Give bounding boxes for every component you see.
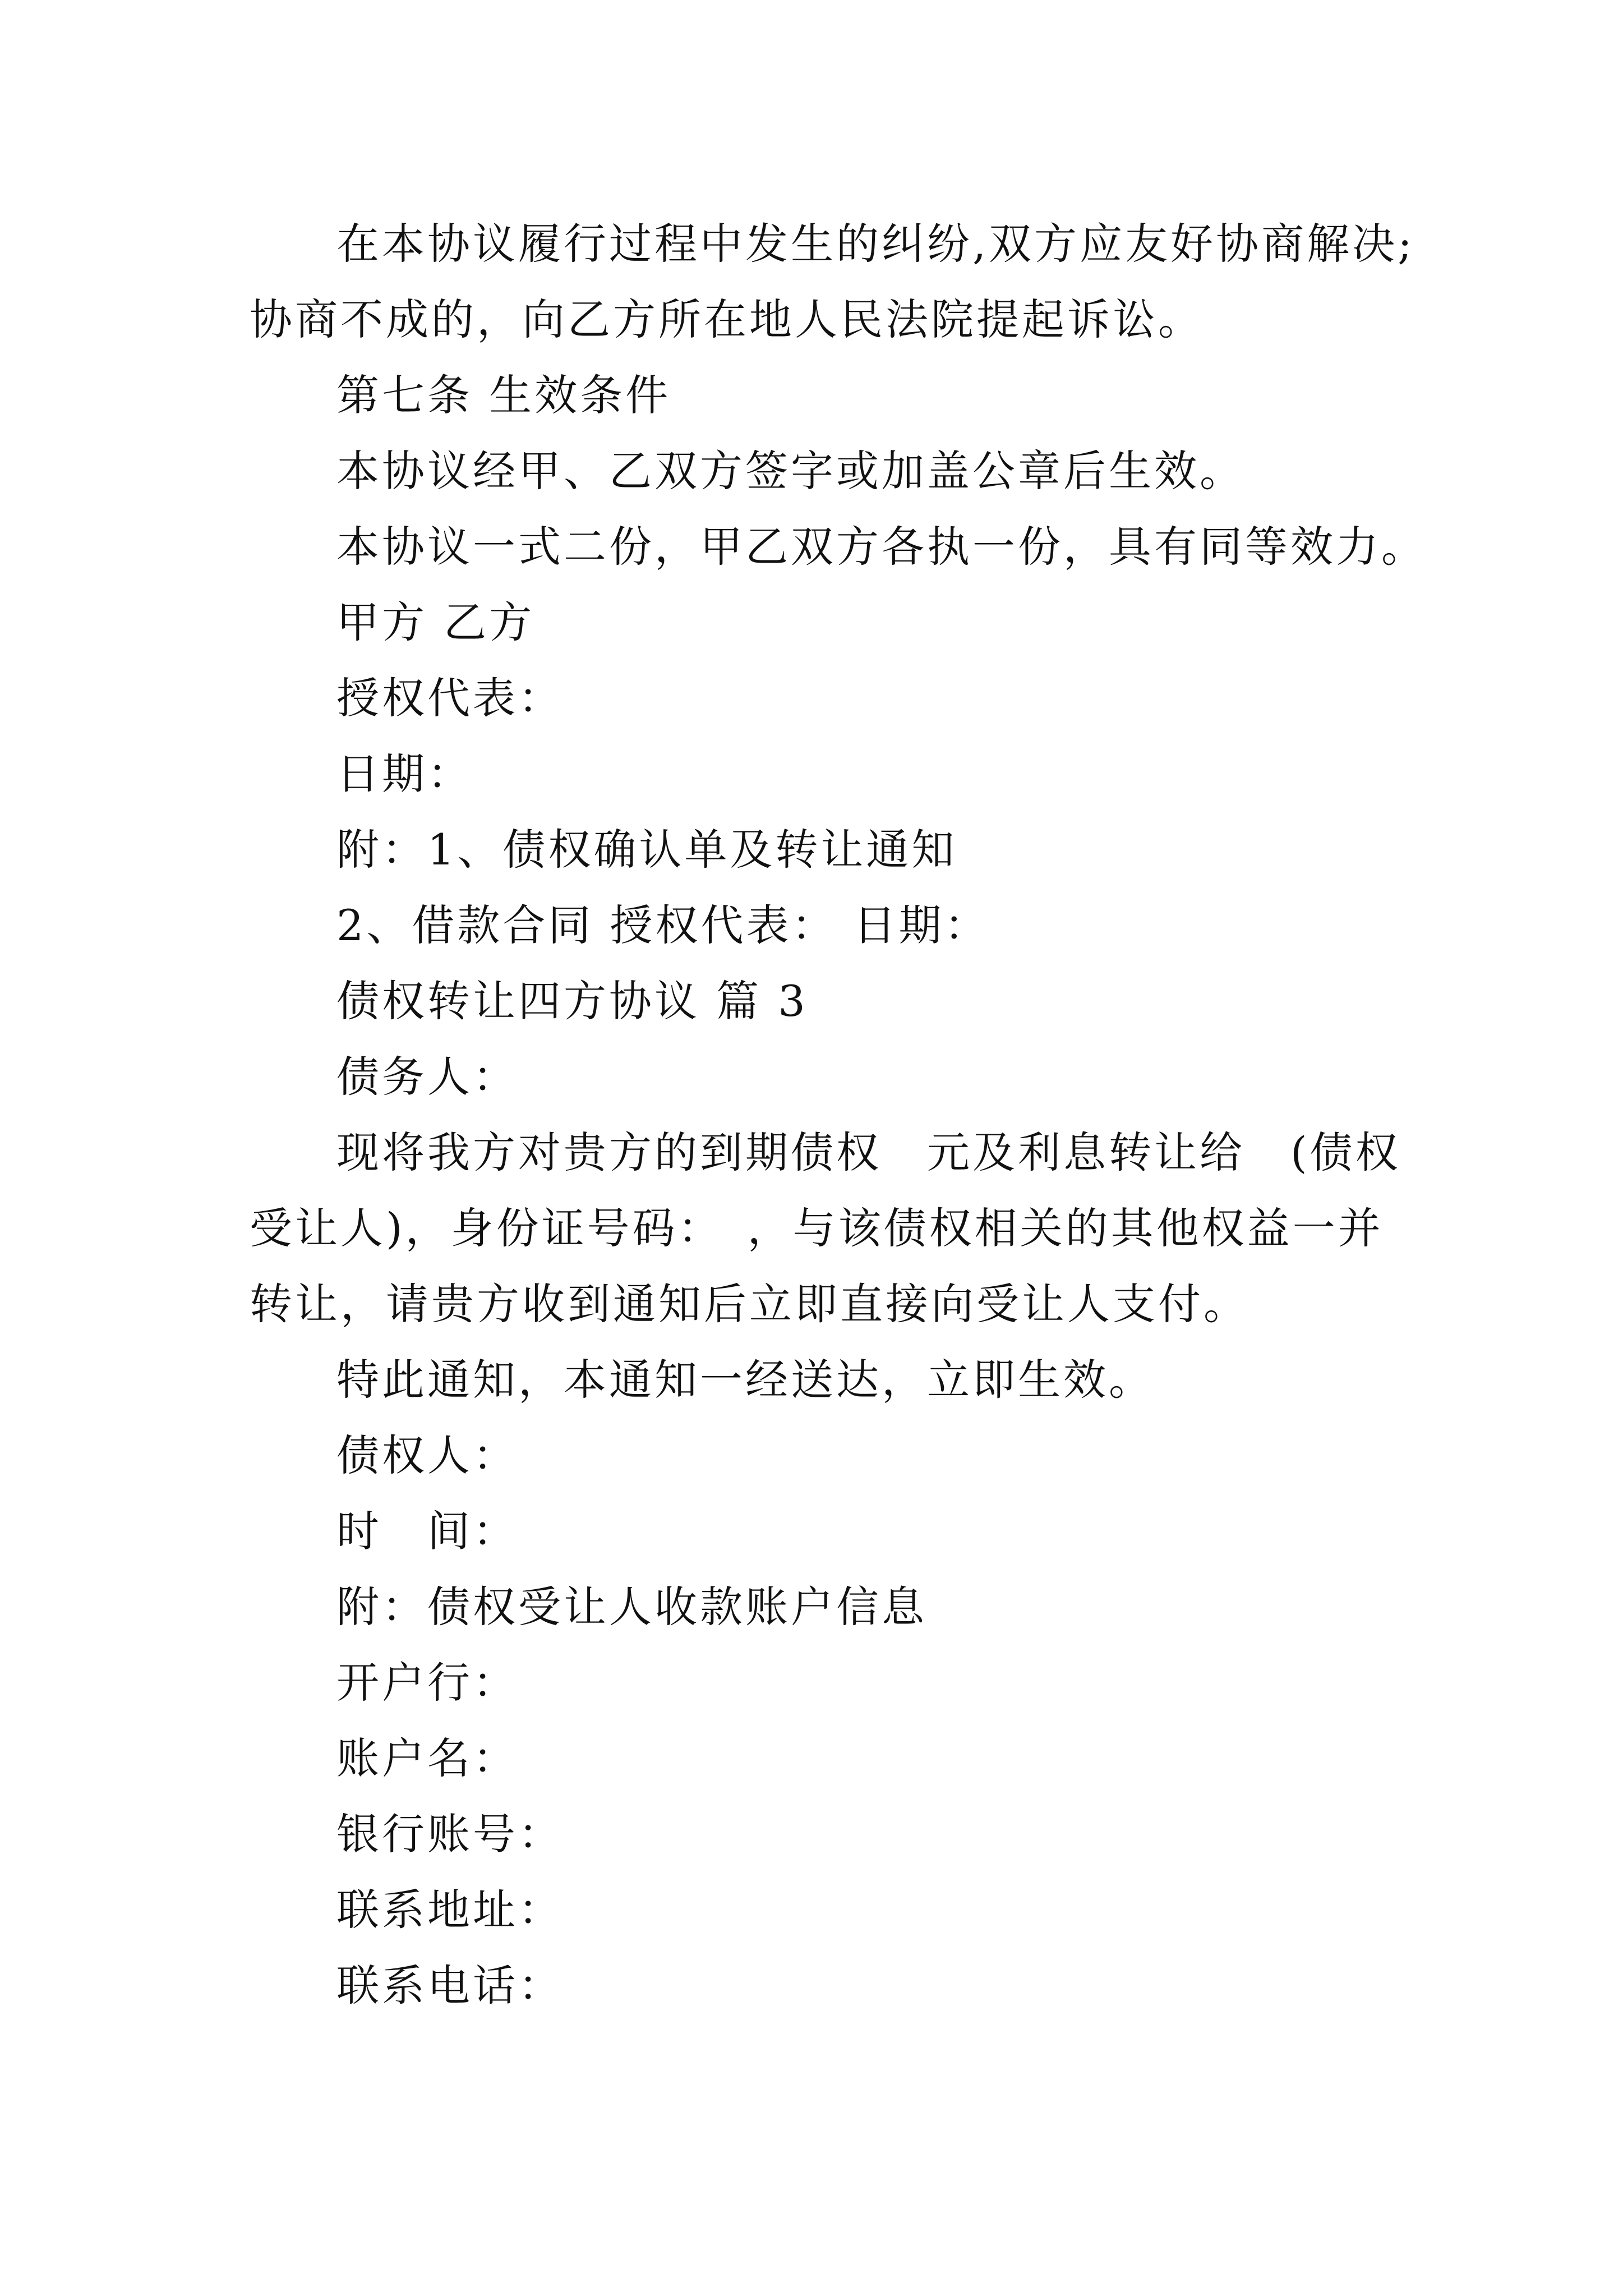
paragraph-effective: 本协议经甲、乙双方签字或加盖公章后生效。: [336, 446, 1245, 496]
notice-line-3: 转让，请贵方收到通知后立即直接向受让人支付。: [250, 1279, 1249, 1329]
account-info-heading: 附：债权受让人收款账户信息: [336, 1582, 927, 1632]
address-label: 联系地址：: [336, 1885, 564, 1935]
notice-line-1: 现将我方对贵方的到期债权 元及利息转让给 (债权: [336, 1128, 1401, 1177]
paragraph-dispute-line-1: 在本协议履行过程中发生的纠纷,双方应友好协商解决;: [336, 219, 1415, 269]
account-number-label: 银行账号：: [336, 1809, 564, 1859]
notice-effective: 特此通知，本通知一经送达，立即生效。: [336, 1355, 1154, 1405]
creditor-label: 债权人：: [336, 1430, 518, 1480]
attachment-2: 2、借款合同 授权代表： 日期：: [336, 900, 990, 950]
bank-label: 开户行：: [336, 1658, 518, 1708]
time-label: 时 间：: [336, 1506, 518, 1556]
section-title: 债权转让四方协议 篇 3: [336, 976, 808, 1026]
phone-label: 联系电话：: [336, 1961, 564, 2010]
party-labels: 甲方 乙方: [336, 597, 535, 647]
attachment-1: 附：1、债权确认单及转让通知: [336, 825, 957, 875]
notice-line-2: 受让人)，身份证号码： ，与该债权相关的其他权益一并: [250, 1203, 1384, 1253]
account-name-label: 账户名：: [336, 1733, 518, 1783]
debtor-label: 债务人：: [336, 1052, 518, 1102]
paragraph-copies: 本协议一式二份，甲乙双方各执一份，具有同等效力。: [336, 522, 1427, 572]
paragraph-dispute-line-2: 协商不成的，向乙方所在地人民法院提起诉讼。: [250, 295, 1204, 344]
article-7-heading: 第七条 生效条件: [336, 370, 671, 420]
authorized-rep-label: 授权代表：: [336, 673, 564, 723]
date-label: 日期：: [336, 749, 473, 799]
